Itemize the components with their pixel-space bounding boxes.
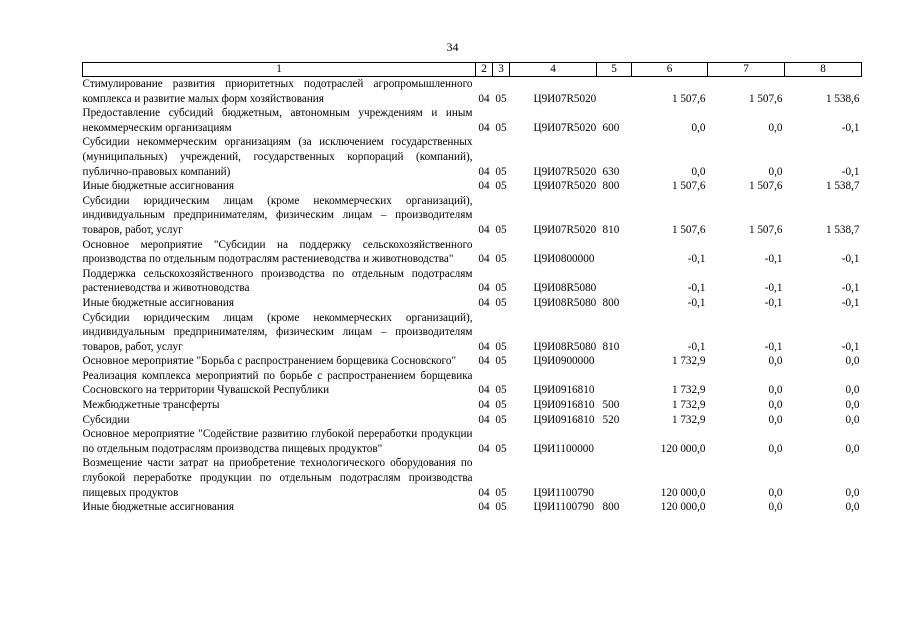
header-row <box>83 63 862 77</box>
column-header-7: 7 <box>708 63 785 77</box>
expense-type-cell <box>597 267 632 296</box>
amount-cell-8: 0,0 <box>845 501 860 514</box>
table-row <box>83 398 862 413</box>
section-code-cell: 04 <box>478 442 490 455</box>
amount-cell-8: -0,1 <box>841 165 860 178</box>
column-header-2: 2 <box>476 63 493 77</box>
amount-cell-8: 1 538,7 <box>825 180 860 193</box>
section-code-cell: 04 <box>478 399 490 412</box>
amount-cell-6: 1 732,9 <box>671 413 706 426</box>
target-article-cell: Ц9И07R5020 <box>533 121 597 134</box>
table-row <box>83 238 862 267</box>
expense-type-cell: 500 <box>602 399 620 412</box>
table-header <box>83 63 862 77</box>
row-name-cell: Иные бюджетные ассигнования <box>82 296 234 309</box>
target-article-cell: Ц9И0800000 <box>533 253 595 266</box>
target-article-cell: Ц9И08R5080 <box>533 296 597 309</box>
section-code-cell: 04 <box>478 355 490 368</box>
row-name-cell: Стимулирование развития приоритетных подотраслей агропромышленного комплекса и развитие малых форм хозяйствования <box>82 78 473 105</box>
target-article-cell: Ц9И1100790 <box>533 486 594 499</box>
section-code-cell: 04 <box>478 165 490 178</box>
amount-cell-7: 0,0 <box>768 121 783 134</box>
subsection-code-cell: 05 <box>495 180 507 193</box>
amount-cell-6: -0,1 <box>687 340 706 353</box>
section-code-cell: 04 <box>478 121 490 134</box>
amount-cell-6: 1 732,9 <box>671 384 706 397</box>
amount-cell-8: 0,0 <box>845 399 860 412</box>
amount-cell-6: 0,0 <box>691 165 706 178</box>
amount-cell-6: -0,1 <box>687 253 706 266</box>
target-article-cell: Ц9И07R5020 <box>533 223 597 236</box>
subsection-code-cell: 05 <box>495 121 507 134</box>
subsection-code-cell: 05 <box>495 413 507 426</box>
table-row <box>83 296 862 311</box>
subsection-code-cell: 05 <box>495 340 507 353</box>
subsection-code-cell: 05 <box>495 92 507 105</box>
table-row <box>83 179 862 194</box>
target-article-cell: Ц9И0916810 <box>533 384 595 397</box>
amount-cell-6: 120 000,0 <box>660 486 706 499</box>
amount-cell-6: 1 732,9 <box>671 399 706 412</box>
amount-cell-8: -0,1 <box>841 121 860 134</box>
expense-type-cell <box>597 354 632 369</box>
amount-cell-8: -0,1 <box>841 296 860 309</box>
column-header-3: 3 <box>493 63 510 77</box>
amount-cell-7: 1 507,6 <box>748 180 783 193</box>
target-article-cell: Ц9И0900000 <box>533 355 595 368</box>
subsection-code-cell: 05 <box>495 501 507 514</box>
section-code-cell: 04 <box>478 180 490 193</box>
target-article-cell: Ц9И07R5020 <box>533 180 597 193</box>
row-name-cell: Основное мероприятие "Субсидии на поддержку сельскохозяйственного производства по отдельным подотраслям растениеводства и животноводства" <box>82 238 473 266</box>
section-code-cell: 04 <box>478 413 490 426</box>
row-name-cell: Основное мероприятие "Борьба с распространением борщевика Сосновского" <box>82 355 457 368</box>
column-header-8: 8 <box>785 63 862 77</box>
amount-cell-6: 1 507,6 <box>671 180 706 193</box>
section-code-cell: 04 <box>478 253 490 266</box>
section-code-cell: 04 <box>478 340 490 353</box>
expense-type-cell: 600 <box>602 121 620 134</box>
amount-cell-8: -0,1 <box>841 340 860 353</box>
expense-type-cell: 800 <box>602 501 620 514</box>
expense-type-cell: 630 <box>602 165 620 178</box>
amount-cell-8: 1 538,6 <box>825 92 860 105</box>
section-code-cell: 04 <box>478 92 490 105</box>
expense-type-cell: 800 <box>602 180 620 193</box>
amount-cell-7: 0,0 <box>768 442 783 455</box>
section-code-cell: 04 <box>478 486 490 499</box>
section-code-cell: 04 <box>478 501 490 514</box>
amount-cell-8: 0,0 <box>845 413 860 426</box>
amount-cell-7: 0,0 <box>768 399 783 412</box>
row-name-cell: Субсидии <box>82 413 130 426</box>
row-name-cell: Субсидии юридическим лицам (кроме некоммерческих организаций), индивидуальным предпринимателям, физическим лицам – производителям товаров, работ, услуг <box>82 194 473 236</box>
row-name-cell: Предоставление субсидий бюджетным, автономным учреждениям и иным некоммерческим организациям <box>82 107 473 134</box>
amount-cell-8: 1 538,7 <box>825 223 860 236</box>
subsection-code-cell: 05 <box>495 486 507 499</box>
expense-type-cell <box>597 427 632 456</box>
expense-type-cell <box>597 369 632 398</box>
amount-cell-6: 120 000,0 <box>660 442 706 455</box>
expense-type-cell <box>597 238 632 267</box>
table-row <box>83 456 862 500</box>
amount-cell-6: 1 507,6 <box>671 223 706 236</box>
amount-cell-7: 1 507,6 <box>748 223 783 236</box>
budget-table <box>82 62 862 515</box>
section-code-cell: 04 <box>478 282 490 295</box>
page-number: 34 <box>446 40 459 54</box>
amount-cell-7: -0,1 <box>764 282 783 295</box>
target-article-cell: Ц9И08R5080 <box>533 282 597 295</box>
row-name-cell: Реализация комплекса мероприятий по борьбе с распространением борщевика Сосновского на территории Чувашской Республики <box>82 369 473 397</box>
column-header-1: 1 <box>83 63 476 77</box>
amount-cell-8: 0,0 <box>845 384 860 397</box>
subsection-code-cell: 05 <box>495 282 507 295</box>
amount-cell-7: 0,0 <box>768 413 783 426</box>
target-article-cell: Ц9И0916810 <box>533 399 595 412</box>
amount-cell-6: 1 732,9 <box>671 355 706 368</box>
target-article-cell: Ц9И07R5020 <box>533 165 597 178</box>
section-code-cell: 04 <box>478 384 490 397</box>
target-article-cell: Ц9И08R5080 <box>533 340 597 353</box>
row-name-cell: Межбюджетные трансферты <box>82 399 220 412</box>
target-article-cell: Ц9И1100790 <box>533 501 594 514</box>
subsection-code-cell: 05 <box>495 442 507 455</box>
amount-cell-7: -0,1 <box>764 253 783 266</box>
target-article-cell: Ц9И07R5020 <box>533 92 597 105</box>
table-row <box>83 354 862 369</box>
amount-cell-6: 120 000,0 <box>660 501 706 514</box>
row-name-cell: Иные бюджетные ассигнования <box>82 501 234 514</box>
amount-cell-7: 1 507,6 <box>748 92 783 105</box>
section-code-cell: 04 <box>478 296 490 309</box>
amount-cell-6: -0,1 <box>687 296 706 309</box>
row-name-cell: Субсидии некоммерческим организациям (за исключением государственных (муниципальных) учреждений, государственных корпораций (компаний), публично-правовых компаний) <box>82 136 473 178</box>
amount-cell-7: 0,0 <box>768 486 783 499</box>
subsection-code-cell: 05 <box>495 355 507 368</box>
expense-type-cell: 800 <box>602 296 620 309</box>
expense-type-cell <box>597 77 632 107</box>
amount-cell-7: -0,1 <box>764 340 783 353</box>
table-row <box>83 106 862 135</box>
subsection-code-cell: 05 <box>495 165 507 178</box>
amount-cell-8: -0,1 <box>841 253 860 266</box>
expense-type-cell: 520 <box>602 413 620 426</box>
row-name-cell: Иные бюджетные ассигнования <box>82 180 234 193</box>
table-row <box>83 267 862 296</box>
subsection-code-cell: 05 <box>495 253 507 266</box>
amount-cell-6: 0,0 <box>691 121 706 134</box>
column-header-4: 4 <box>510 63 597 77</box>
amount-cell-8: 0,0 <box>845 355 860 368</box>
row-name-cell: Возмещение части затрат на приобретение технологического оборудования по глубокой переработке продукции по отдельным подотраслям производства пищевых продуктов <box>82 457 473 499</box>
row-name-cell: Основное мероприятие "Содействие развитию глубокой переработки продукции по отдельным подотраслям производства пищевых продуктов" <box>82 428 473 455</box>
amount-cell-8: 0,0 <box>845 486 860 499</box>
expense-type-cell: 810 <box>602 340 620 353</box>
amount-cell-7: 0,0 <box>768 501 783 514</box>
subsection-code-cell: 05 <box>495 384 507 397</box>
column-header-5: 5 <box>597 63 632 77</box>
table-body <box>83 77 862 515</box>
amount-cell-7: 0,0 <box>768 384 783 397</box>
row-name-cell: Субсидии юридическим лицам (кроме некоммерческих организаций), индивидуальным предпринимателям, физическим лицам – производителям товаров, работ, услуг <box>82 311 473 353</box>
subsection-code-cell: 05 <box>495 399 507 412</box>
table-row <box>83 135 862 179</box>
amount-cell-7: 0,0 <box>768 165 783 178</box>
amount-cell-7: -0,1 <box>764 296 783 309</box>
table-row <box>83 413 862 428</box>
section-code-cell: 04 <box>478 223 490 236</box>
table-row <box>83 427 862 456</box>
table-row <box>83 311 862 355</box>
amount-cell-6: 1 507,6 <box>671 92 706 105</box>
amount-cell-7: 0,0 <box>768 355 783 368</box>
row-name-cell: Поддержка сельскохозяйственного производства по отдельным подотраслям растениеводства и животноводства <box>82 267 473 295</box>
expense-type-cell <box>597 456 632 500</box>
column-header-6: 6 <box>632 63 708 77</box>
target-article-cell: Ц9И1100000 <box>533 442 594 455</box>
subsection-code-cell: 05 <box>495 223 507 236</box>
table-row <box>83 500 862 515</box>
expense-type-cell: 810 <box>602 223 620 236</box>
amount-cell-8: 0,0 <box>845 442 860 455</box>
target-article-cell: Ц9И0916810 <box>533 413 595 426</box>
amount-cell-6: -0,1 <box>687 282 706 295</box>
table-row <box>83 369 862 398</box>
subsection-code-cell: 05 <box>495 296 507 309</box>
table-row <box>83 194 862 238</box>
amount-cell-8: -0,1 <box>841 282 860 295</box>
table-row <box>83 77 862 107</box>
